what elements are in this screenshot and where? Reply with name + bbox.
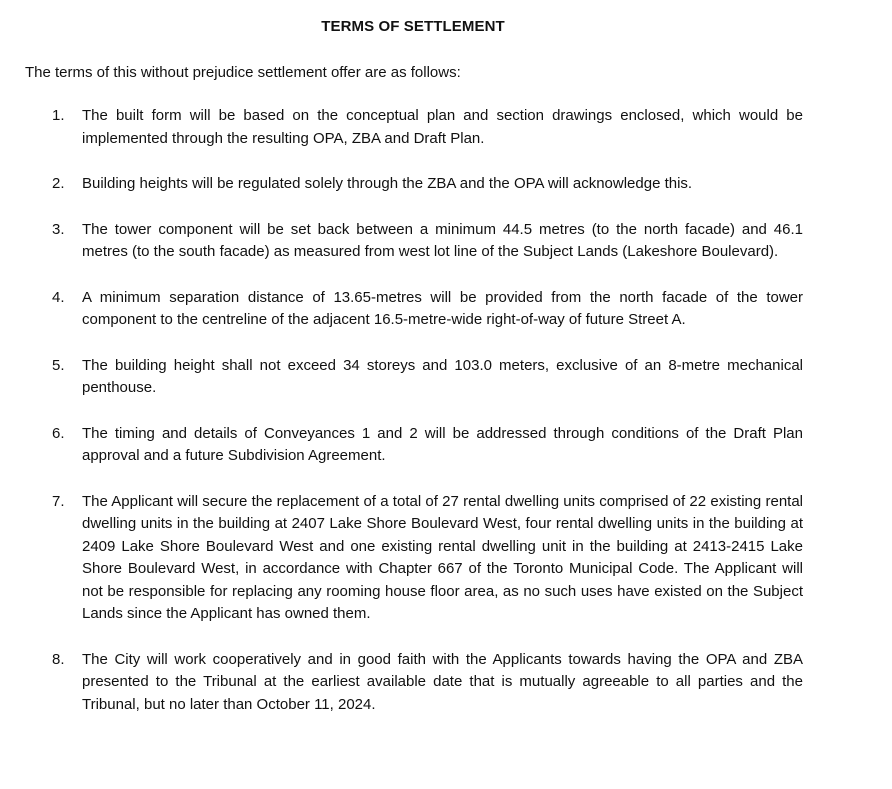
term-number: 3. (52, 220, 65, 238)
term-number: 2. (52, 175, 65, 192)
term-text: A minimum separation distance of 13.65-metres will be provided from the north facade of the tower component to the centreline of the adjacent 16.5-metre-wide right-of-way of future Street A. (82, 288, 803, 328)
term-text: The built form will be based on the conceptual plan and section drawings enclosed, which would be implemented through the resulting OPA, ZBA and Draft Plan. (82, 107, 803, 147)
term-item (0, 219, 892, 264)
terms-list (0, 105, 892, 739)
term-item (0, 649, 892, 717)
term-number: 8. (52, 650, 65, 668)
term-text: The City will work cooperatively and in good faith with the Applicants towards having the OPA and ZBA presented to the Tribunal at the earliest available date that is mutually agreeable to all parties and the Tribunal, but no later than October 11, 2024. (82, 650, 803, 713)
intro-paragraph: The terms of this without prejudice settlement offer are as follows: (25, 64, 461, 81)
term-text: The tower component will be set back between a minimum 44.5 metres (to the north facade) and 46.1 metres (to the south facade) as measured from west lot line of the Subject Lands (Lakeshore Boulevard). (82, 220, 803, 260)
term-number: 6. (52, 424, 65, 442)
term-number: 5. (52, 356, 65, 374)
term-text: The Applicant will secure the replacement of a total of 27 rental dwelling units comprised of 22 existing rental dwelling units in the building at 2407 Lake Shore Boulevard West, four rental dwelling units in the building at 2409 Lake Shore Boulevard West and one existing rental dwelling unit in the building at 2413-2415 Lake Shore Boulevard West, in accordance with Chapter 667 of the Toronto Municipal Code. The Applicant will not be responsible for replacing any rooming house floor area, as no such uses have existed on the Subject Lands since the Applicant has owned them. (82, 492, 803, 622)
term-text: Building heights will be regulated solely through the ZBA and the OPA will acknowledge this. (82, 175, 693, 192)
term-item (0, 491, 892, 626)
term-item (0, 423, 892, 468)
term-number: 7. (52, 492, 65, 510)
term-item (0, 105, 892, 150)
term-number: 4. (52, 288, 65, 306)
document-title: TERMS OF SETTLEMENT (321, 18, 505, 35)
term-item (0, 173, 892, 196)
term-item (0, 287, 892, 332)
term-text: The building height shall not exceed 34 storeys and 103.0 meters, exclusive of an 8-metre mechanical penthouse. (82, 356, 803, 396)
term-number: 1. (52, 107, 65, 124)
term-text: The timing and details of Conveyances 1 and 2 will be addressed through conditions of the Draft Plan approval and a future Subdivision Agreement. (82, 424, 803, 464)
term-item (0, 355, 892, 400)
